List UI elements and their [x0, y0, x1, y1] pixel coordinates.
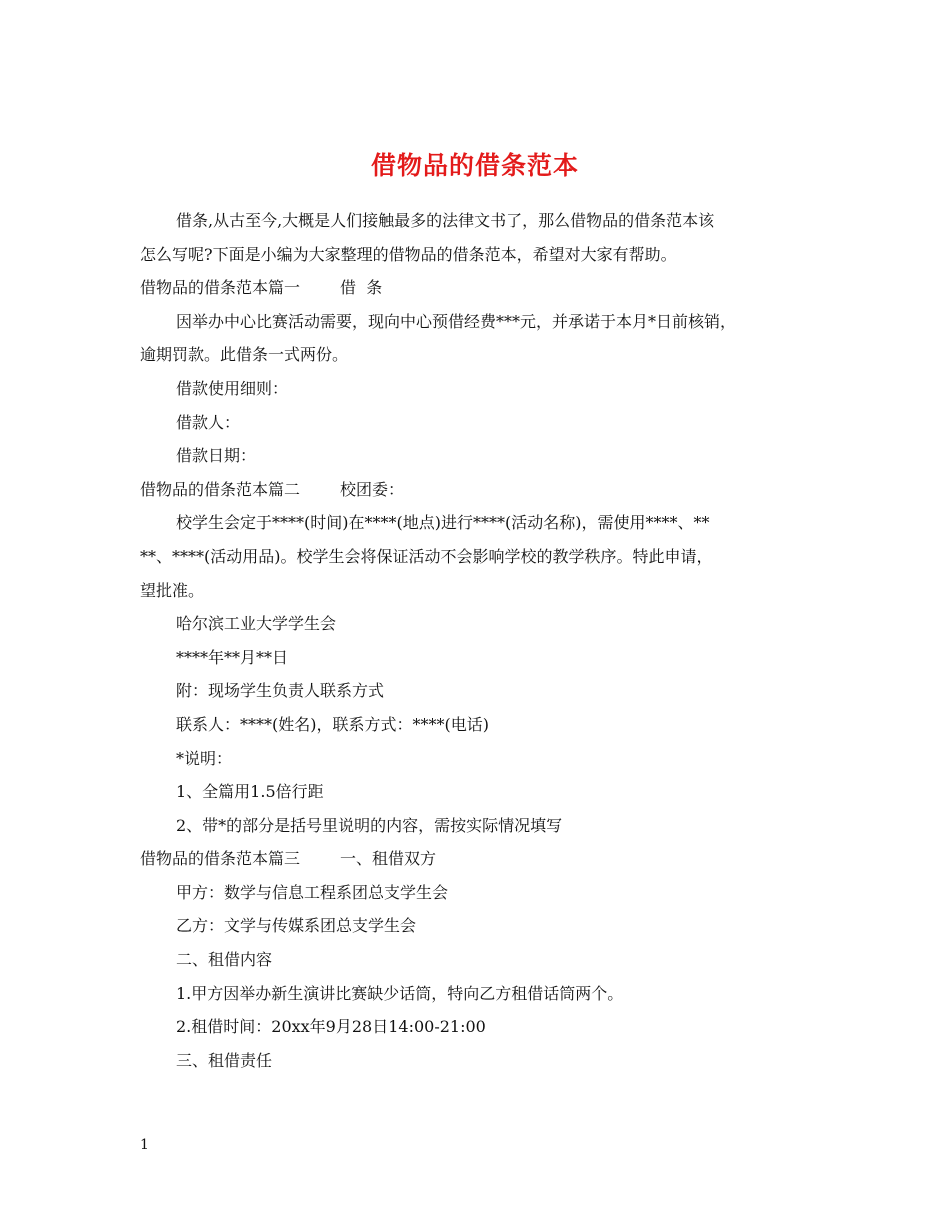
paragraph-line: 借款使用细则：: [176, 378, 289, 398]
document-body: [140, 204, 816, 1077]
paragraph-line: 借款人：: [176, 412, 241, 432]
paragraph-line: 借款日期：: [176, 446, 257, 466]
section-text: 一、租借双方: [340, 849, 437, 869]
paragraph-line: **、****(活动用品)。校学生会将保证活动不会影响学校的教学秩序。特此申请，: [140, 546, 713, 566]
paragraph-line: 因举办中心比赛活动需要，现向中心预借经费***元，并承诺于本月*日前核销，: [176, 311, 737, 331]
section-text: 校团委：: [340, 479, 405, 499]
paragraph-line: 附：现场学生负责人联系方式: [176, 681, 385, 701]
paragraph-line: 甲方：数学与信息工程系团总支学生会: [176, 882, 449, 902]
section-text: 借 条: [340, 278, 383, 298]
paragraph-line: 逾期罚款。此借条一式两份。: [140, 345, 349, 365]
section-heading-2: [140, 473, 816, 507]
paragraph-line: 三、租借责任: [176, 1050, 273, 1070]
section-label: 借物品的借条范本篇三: [140, 849, 301, 869]
section-heading-1: [140, 271, 816, 305]
paragraph-line: *说明：: [176, 748, 233, 768]
paragraph-line: 2.租借时间：20xx年9月28日14:00-21:00: [176, 1017, 486, 1037]
document-title: 借物品的借条范本: [370, 150, 579, 180]
paragraph-line: 2、带*的部分是括号里说明的内容，需按实际情况填写: [176, 815, 563, 835]
section-label: 借物品的借条范本篇一: [140, 278, 301, 298]
paragraph-line: 1.甲方因举办新生演讲比赛缺少话筒，特向乙方租借话筒两个。: [176, 983, 624, 1003]
paragraph-line: 望批准。: [140, 580, 205, 600]
paragraph-line: 怎么写呢?下面是小编为大家整理的借物品的借条范本，希望对大家有帮助。: [140, 244, 677, 264]
section-heading-3: [140, 842, 816, 876]
paragraph-line: 联系人：****(姓名)，联系方式：****(电话): [176, 714, 489, 734]
paragraph-line: ****年**月**日: [176, 647, 289, 667]
paragraph-line: 哈尔滨工业大学学生会: [176, 614, 337, 634]
paragraph-line: 乙方：文学与传媒系团总支学生会: [176, 916, 417, 936]
paragraph-line: 1、全篇用1.5倍行距: [176, 782, 324, 802]
section-label: 借物品的借条范本篇二: [140, 479, 301, 499]
paragraph-line: 二、租借内容: [176, 950, 273, 970]
paragraph-line: 借条,从古至今,大概是人们接触最多的法律文书了，那么借物品的借条范本该: [176, 211, 715, 230]
paragraph-line: 校学生会定于****(时间)在****(地点)进行****(活动名称)，需使用****、**: [176, 513, 710, 533]
page-number: 1: [140, 1137, 149, 1153]
